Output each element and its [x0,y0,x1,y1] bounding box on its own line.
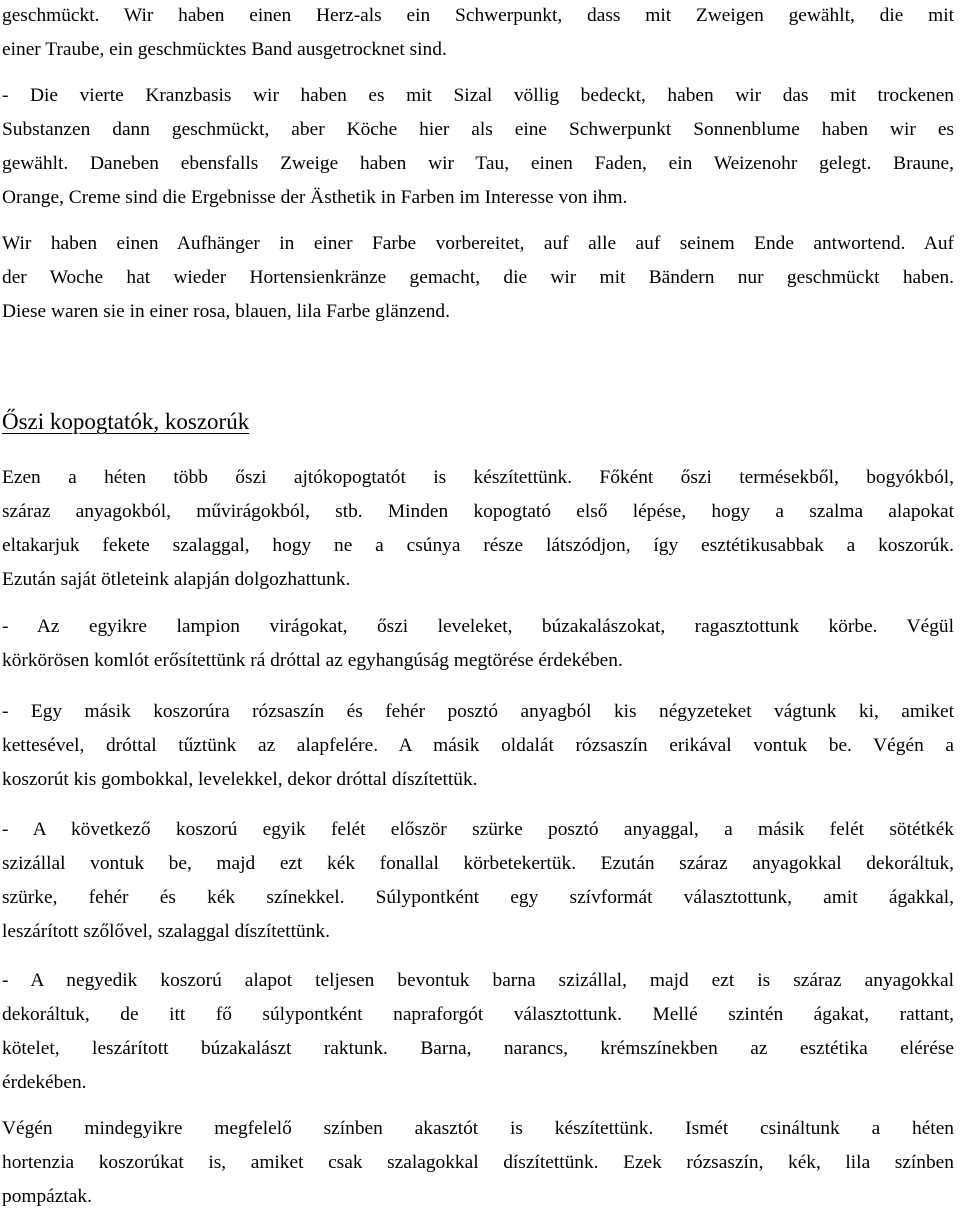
text-line: Substanzen dann geschmückt, aber Köche hier als eine Schwerpunkt Sonnenblume haben wir es [2,119,954,140]
text-line: der Woche hat wieder Hortensienkränze gemacht, die wir mit Bändern nur geschmückt haben. [2,267,954,288]
hungarian-paragraph-4 [2,813,954,949]
german-paragraph-1 [2,0,954,67]
text-line: Wir haben einen Aufhänger in einer Farbe vorbereitet, auf alle auf seinem Ende antwortend. Auf [2,233,954,254]
text-line: hortenzia koszorúkat is, amiket csak szalagokkal díszítettünk. Ezek rózsaszín, kék, lila színben [2,1152,954,1173]
text-line: Végén mindegyikre megfelelő színben akasztót is készítettünk. Ismét csináltunk a héten [2,1118,954,1139]
text-line: Diese waren sie in einer rosa, blauen, lila Farbe glänzend. [2,301,450,322]
hungarian-paragraph-2 [2,610,954,678]
text-line: - Egy másik koszorúra rózsaszín és fehér posztó anyagból kis négyzeteket vágtunk ki, amiket [2,701,954,722]
text-line: körkörösen komlót erősítettünk rá dróttal az egyhangúság megtörése érdekében. [2,650,623,671]
text-line: pompáztak. [2,1186,92,1207]
text-line: száraz anyagokból, művirágokból, stb. Minden kopogtató első lépése, hogy a szalma alapokat [2,501,954,522]
hungarian-paragraph-3 [2,695,954,797]
text-line: szürke, fehér és kék színekkel. Súlypontként egy szívformát választottunk, amit ágakkal, [2,887,954,908]
german-paragraph-2 [2,79,954,215]
hungarian-paragraph-1 [2,461,954,597]
text-line: Orange, Creme sind die Ergebnisse der Ästhetik in Farben im Interesse von ihm. [2,187,628,208]
text-line: Ezen a héten több őszi ajtókopogtatót is készítettünk. Főként őszi termésekből, bogyókból, [2,467,954,488]
text-line: eltakarjuk fekete szalaggal, hogy ne a csúnya része látszódjon, így esztétikusabbak a koszorúk. [2,535,954,556]
text-line: - Az egyikre lampion virágokat, őszi leveleket, búzakalászokat, ragasztottunk körbe. Végül [2,616,954,637]
german-paragraph-3 [2,227,954,329]
text-line: geschmückt. Wir haben einen Herz-als ein Schwerpunkt, dass mit Zweigen gewählt, die mit [2,5,954,26]
text-line: kettesével, dróttal tűztünk az alapfelére. A másik oldalát rózsaszín erikával vontuk be. Végén a [2,735,954,756]
text-line: dekoráltuk, de itt fő súlypontként napraforgót választottunk. Mellé szintén ágakat, rattant, [2,1004,954,1025]
section-heading: Őszi kopogtatók, koszorúk [2,409,250,434]
text-line: gewählt. Daneben ebensfalls Zweige haben wir Tau, einen Faden, ein Weizenohr gelegt. Braune, [2,153,954,174]
hungarian-paragraph-6 [2,1112,954,1214]
text-line: szizállal vontuk be, majd ezt kék fonallal körbetekertük. Ezután száraz anyagokkal dekoráltuk, [2,853,954,874]
hungarian-paragraph-5 [2,964,954,1100]
text-line: Ezután saját ötleteink alapján dolgozhattunk. [2,569,351,590]
text-line: - A negyedik koszorú alapot teljesen bevontuk barna szizállal, majd ezt is száraz anyagokkal [2,970,954,991]
text-line: einer Traube, ein geschmücktes Band ausgetrocknet sind. [2,39,447,60]
text-line: kötelet, leszárított búzakalászt raktunk. Barna, narancs, krémszínekben az esztétika elérése [2,1038,954,1059]
text-line: érdekében. [2,1072,87,1093]
text-line: koszorút kis gombokkal, levelekkel, dekor dróttal díszítettük. [2,769,478,790]
text-line: leszárított szőlővel, szalaggal díszítettünk. [2,921,330,942]
text-line: - A következő koszorú egyik felét először szürke posztó anyaggal, a másik felét sötétkék [2,819,954,840]
text-line: - Die vierte Kranzbasis wir haben es mit Sizal völlig bedeckt, haben wir das mit trockenen [2,85,954,106]
